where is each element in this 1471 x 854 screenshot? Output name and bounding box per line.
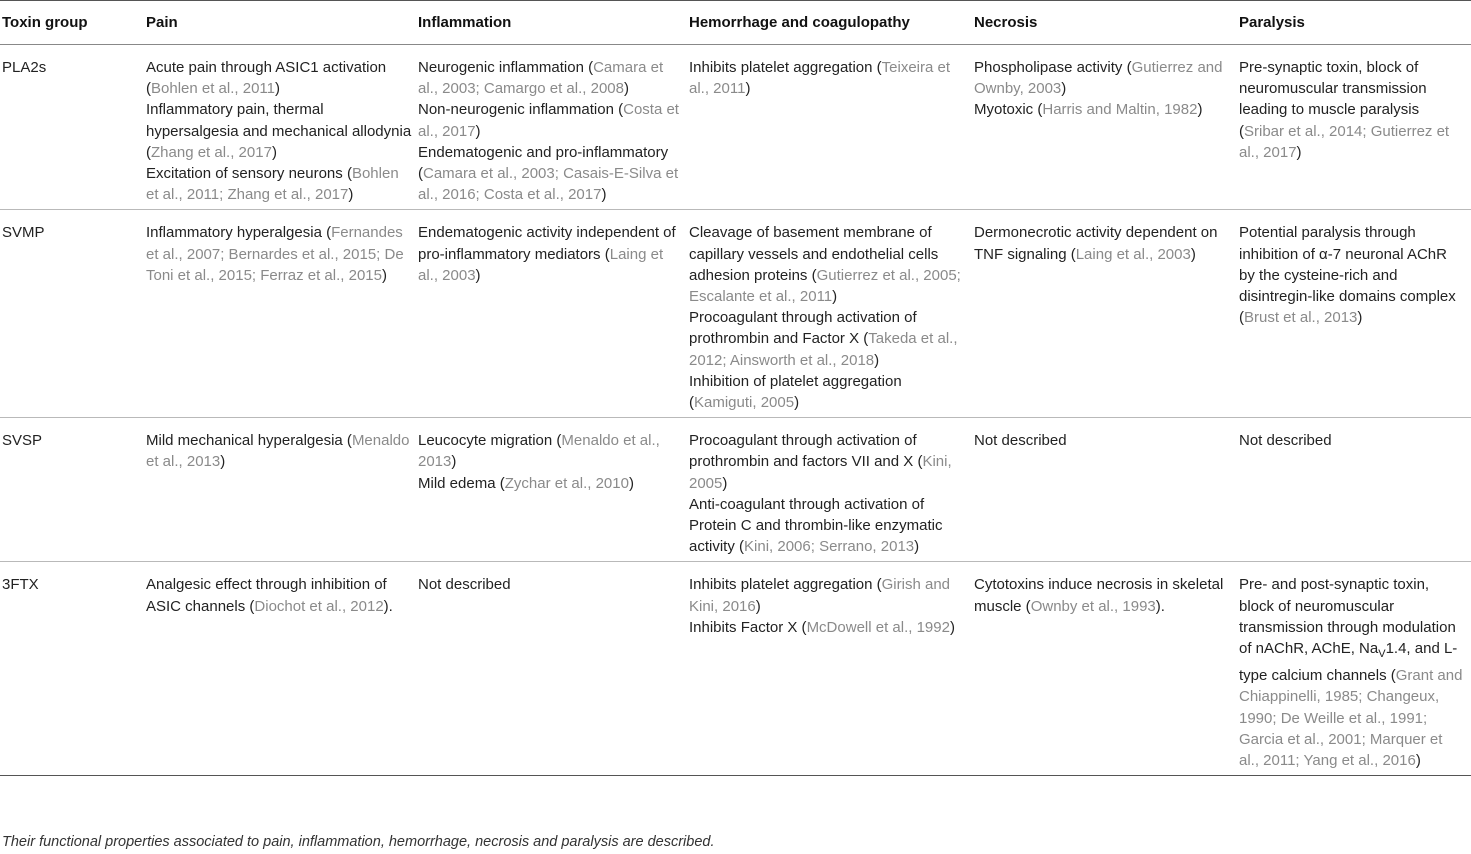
hemorrhage-cell — [689, 210, 974, 418]
toxin-group-cell: 3FTX — [0, 562, 146, 776]
effect-entry — [418, 574, 683, 595]
effect-entry: Analgesic effect through inhibition of ASIC channels (Diochot et al., 2012). — [146, 576, 393, 615]
effect-entry: Excitation of sensory neurons (Bohlen et al., 2011; Zhang et al., 2017) — [146, 165, 399, 204]
citation-reference[interactable]: Gutierrez et al., 2005; Escalante et al., 2011 — [689, 266, 961, 306]
pain-cell — [146, 562, 418, 776]
paralysis-cell — [1239, 418, 1471, 562]
citation-reference[interactable]: Brust et al., 2013 — [1244, 309, 1358, 327]
effect-entry: Cytotoxins induce necrosis in skeletal muscle (Ownby et al., 1993). — [974, 576, 1224, 615]
effect-entry: Pre-synaptic toxin, block of neuromuscular transmission leading to muscle paralysis (Sribar et al., 2014; Gutierrez et al., 2017) — [1239, 59, 1450, 161]
citation-reference[interactable]: Kini, 2005 — [689, 453, 952, 492]
citation-reference[interactable]: Menaldo et al., 2013 — [146, 432, 410, 471]
effect-text: Inhibition of platelet aggregation — [689, 372, 902, 390]
effect-text: Leucocyte migration — [418, 432, 553, 450]
paralysis-cell — [1239, 562, 1471, 776]
header-paralysis: Paralysis — [1239, 1, 1471, 45]
effect-text: Myotoxic — [974, 101, 1034, 119]
citation-reference[interactable]: Girish and Kini, 2016 — [689, 576, 951, 615]
citation-reference[interactable]: Bohlen et al., 2011; Zhang et al., 2017 — [146, 165, 399, 204]
effect-text: Endematogenic and pro-inflammatory — [418, 143, 669, 161]
citation-reference[interactable]: Kini, 2006; Serrano, 2013 — [744, 538, 915, 556]
citation-reference[interactable]: Laing et al., 2003 — [418, 245, 664, 284]
citation-reference[interactable]: Menaldo et al., 2013 — [418, 432, 660, 471]
citation-reference[interactable]: Fernandes et al., 2007; Bernardes et al., 2015; De Toni et al., 2015; Ferraz et al., 2015 — [146, 224, 404, 284]
table-row — [0, 562, 1471, 776]
effect-text: Non-neurogenic inflammation — [418, 101, 614, 119]
paralysis-cell — [1239, 210, 1471, 418]
citation-reference[interactable]: McDowell et al., 1992 — [806, 618, 950, 636]
necrosis-cell — [974, 562, 1239, 776]
citation-reference[interactable]: Grant and Chiappinelli, 1985; Changeux, 1990; De Weille et al., 1991; Garcia et al., 2001; Marquer et al., 2011; Yang et al., 2016 — [1239, 667, 1463, 770]
effect-entry: Mild edema (Zychar et al., 2010) — [418, 474, 634, 492]
effect-entry: Pre- and post-synaptic toxin, block of neuromuscular transmission through modulation of nAChR, AChE, $Na_V1.4$, and L-type calcium channels (Grant and Chiappinelli, 1985; Changeux, 1990; De Weille et al., 1991; Garcia et al., 2001; Marquer et al., 2011; Yang et al., 2016) — [1239, 576, 1463, 770]
citation-reference[interactable]: Harris and Maltin, 1982 — [1042, 101, 1198, 119]
punctuation: . — [388, 597, 393, 615]
effect-entry: Inhibition of platelet aggregation (Kamiguti, 2005) — [689, 372, 902, 412]
effect-text: Procoagulant through activation of prothrombin and factors VII and X — [689, 432, 917, 471]
effect-text: Procoagulant through activation of prothrombin and Factor X — [689, 309, 917, 348]
header-inflammation: Inflammation — [418, 1, 689, 45]
effect-text: Not described — [418, 576, 511, 594]
header-pain: Pain — [146, 1, 418, 45]
effect-entry — [1239, 430, 1465, 451]
necrosis-cell — [974, 45, 1239, 210]
effect-text: Inflammatory pain, thermal hypersalgesia and mechanical allodynia — [146, 101, 412, 140]
citation-reference[interactable]: Takeda et al., 2012; Ainsworth et al., 2018 — [689, 330, 958, 369]
effect-entry: Inflammatory hyperalgesia (Fernandes et al., 2007; Bernardes et al., 2015; De Toni et al., 2015; Ferraz et al., 2015) — [146, 224, 404, 284]
subscript-text: V — [1378, 648, 1386, 661]
effect-text: Cytotoxins induce necrosis in skeletal muscle — [974, 576, 1224, 615]
effect-entry: Myotoxic (Harris and Maltin, 1982) — [974, 101, 1203, 119]
header-toxin-group: Toxin group — [0, 1, 146, 45]
header-necrosis: Necrosis — [974, 1, 1239, 45]
inflammation-cell — [418, 45, 689, 210]
effect-text: Inhibits platelet aggregation — [689, 59, 873, 76]
effect-entry: Endematogenic activity independent of pro-inflammatory mediators (Laing et al., 2003) — [418, 224, 676, 284]
citation-reference[interactable]: Camara et al., 2003; Camargo et al., 2008 — [418, 59, 664, 98]
citation-reference[interactable]: Costa et al., 2017 — [418, 101, 679, 140]
effect-entry: Anti-coagulant through activation of Protein C and thrombin-like enzymatic activity (Kini, 2006; Serrano, 2013) — [689, 495, 943, 556]
effect-entry: Mild mechanical hyperalgesia (Menaldo et al., 2013) — [146, 432, 410, 471]
hemorrhage-cell — [689, 45, 974, 210]
necrosis-cell — [974, 210, 1239, 418]
header-hemorrhage: Hemorrhage and coagulopathy — [689, 1, 974, 45]
toxin-group-cell: SVMP — [0, 210, 146, 418]
paralysis-cell — [1239, 45, 1471, 210]
effect-text: Mild mechanical hyperalgesia — [146, 432, 343, 450]
effect-text: Analgesic effect through inhibition of ASIC channels — [146, 576, 387, 615]
effect-text: Phospholipase activity — [974, 59, 1123, 76]
effect-text: Inflammatory hyperalgesia — [146, 224, 322, 242]
effect-text: Neurogenic inflammation — [418, 59, 584, 76]
pain-cell — [146, 418, 418, 562]
table-row — [0, 418, 1471, 562]
effect-text: Mild edema — [418, 474, 496, 492]
citation-reference[interactable]: Bohlen et al., 2011 — [151, 80, 275, 98]
effect-text: Excitation of sensory neurons — [146, 165, 343, 183]
effect-entry: Potential paralysis through inhibition of α-7 neuronal AChR by the cysteine-rich and disintregin-like domains complex (Brust et al., 2013) — [1239, 224, 1456, 327]
effect-text: Pre- and post-synaptic toxin, block of neuromuscular transmission through modulation of nAChR, AChE, Na — [1239, 576, 1456, 658]
necrosis-cell — [974, 418, 1239, 562]
effect-entry: Dermonecrotic activity dependent on TNF signaling (Laing et al., 2003) — [974, 224, 1218, 263]
effect-entry: Procoagulant through activation of prothrombin and factors VII and X (Kini, 2005) — [689, 432, 952, 492]
effect-text: Anti-coagulant through activation of Protein C and thrombin-like enzymatic activity — [689, 495, 943, 556]
citation-reference[interactable]: Camara et al., 2003; Casais-E-Silva et al., 2016; Costa et al., 2017 — [418, 165, 679, 204]
punctuation: . — [1160, 597, 1165, 615]
effect-text: Inhibits Factor X — [689, 618, 798, 636]
effect-text: Not described — [1239, 432, 1332, 450]
effect-text: Acute pain through ASIC1 activation — [146, 59, 387, 76]
effect-text-continued: 1.4, and L-type calcium channels — [1239, 640, 1458, 685]
hemorrhage-cell — [689, 418, 974, 562]
effect-entry: Inhibits platelet aggregation (Girish and Kini, 2016) — [689, 576, 951, 615]
citation-reference[interactable]: Teixeira et al., 2011 — [689, 59, 951, 98]
effect-entry: Inhibits platelet aggregation (Teixeira et al., 2011) — [689, 59, 951, 98]
effect-entry: Non-neurogenic inflammation (Costa et al., 2017) — [418, 101, 679, 140]
effect-entry: Endematogenic and pro-inflammatory (Camara et al., 2003; Casais-E-Silva et al., 2016; Costa et al., 2017) — [418, 143, 679, 204]
pain-cell — [146, 210, 418, 418]
effect-text: Dermonecrotic activity dependent on TNF signaling — [974, 224, 1218, 263]
pain-cell — [146, 45, 418, 210]
effect-entry: Procoagulant through activation of prothrombin and Factor X (Takeda et al., 2012; Ainsworth et al., 2018) — [689, 309, 958, 369]
citation-reference[interactable]: Kamiguti, 2005 — [694, 394, 795, 412]
effect-entry: Leucocyte migration (Menaldo et al., 2013) — [418, 432, 660, 471]
citation-reference[interactable]: Laing et al., 2003 — [1075, 245, 1191, 263]
effect-text: Endematogenic activity independent of pro-inflammatory mediators — [418, 224, 676, 263]
effect-entry: Phospholipase activity (Gutierrez and Ownby, 2003) — [974, 59, 1223, 98]
effect-text: Inhibits platelet aggregation — [689, 576, 873, 594]
citation-reference[interactable]: Zychar et al., 2010 — [504, 474, 629, 492]
citation-reference[interactable]: Diochot et al., 2012 — [254, 597, 384, 615]
effect-entry: Inflammatory pain, thermal hypersalgesia and mechanical allodynia (Zhang et al., 2017) — [146, 101, 412, 161]
citation-reference[interactable]: Sribar et al., 2014; Gutierrez et al., 2017 — [1239, 122, 1450, 161]
effect-text: Not described — [974, 432, 1067, 450]
effect-text: Potential paralysis through inhibition of α-7 neuronal AChR by the cysteine-rich and disintregin-like domains complex — [1239, 224, 1456, 306]
effect-entry: Acute pain through ASIC1 activation (Bohlen et al., 2011) — [146, 59, 387, 98]
inflammation-cell — [418, 210, 689, 418]
effect-entry: Cleavage of basement membrane of capillary vessels and endothelial cells adhesion proteins (Gutierrez et al., 2005; Escalante et al., 2011) — [689, 224, 961, 306]
citation-reference[interactable]: Zhang et al., 2017 — [151, 143, 272, 161]
effect-text: Cleavage of basement membrane of capillary vessels and endothelial cells adhesion proteins — [689, 224, 939, 284]
inflammation-cell — [418, 418, 689, 562]
effect-entry — [974, 430, 1233, 451]
table-row — [0, 210, 1471, 418]
effect-entry: Neurogenic inflammation (Camara et al., 2003; Camargo et al., 2008) — [418, 59, 664, 98]
toxin-group-cell: PLA2s — [0, 45, 146, 210]
table-row — [0, 45, 1471, 210]
inflammation-cell — [418, 562, 689, 776]
effect-entry: Inhibits Factor X (McDowell et al., 1992) — [689, 618, 955, 636]
citation-reference[interactable]: Gutierrez and Ownby, 2003 — [974, 59, 1223, 98]
effect-text: Pre-synaptic toxin, block of neuromuscular transmission leading to muscle paralysis — [1239, 59, 1427, 119]
table-footnote: Their functional properties associated to pain, inflammation, hemorrhage, necrosis and paralysis are described. — [2, 834, 715, 850]
table-header-row — [0, 1, 1471, 45]
citation-reference[interactable]: Ownby et al., 1993 — [1030, 597, 1156, 615]
toxin-group-cell: SVSP — [0, 418, 146, 562]
hemorrhage-cell — [689, 562, 974, 776]
